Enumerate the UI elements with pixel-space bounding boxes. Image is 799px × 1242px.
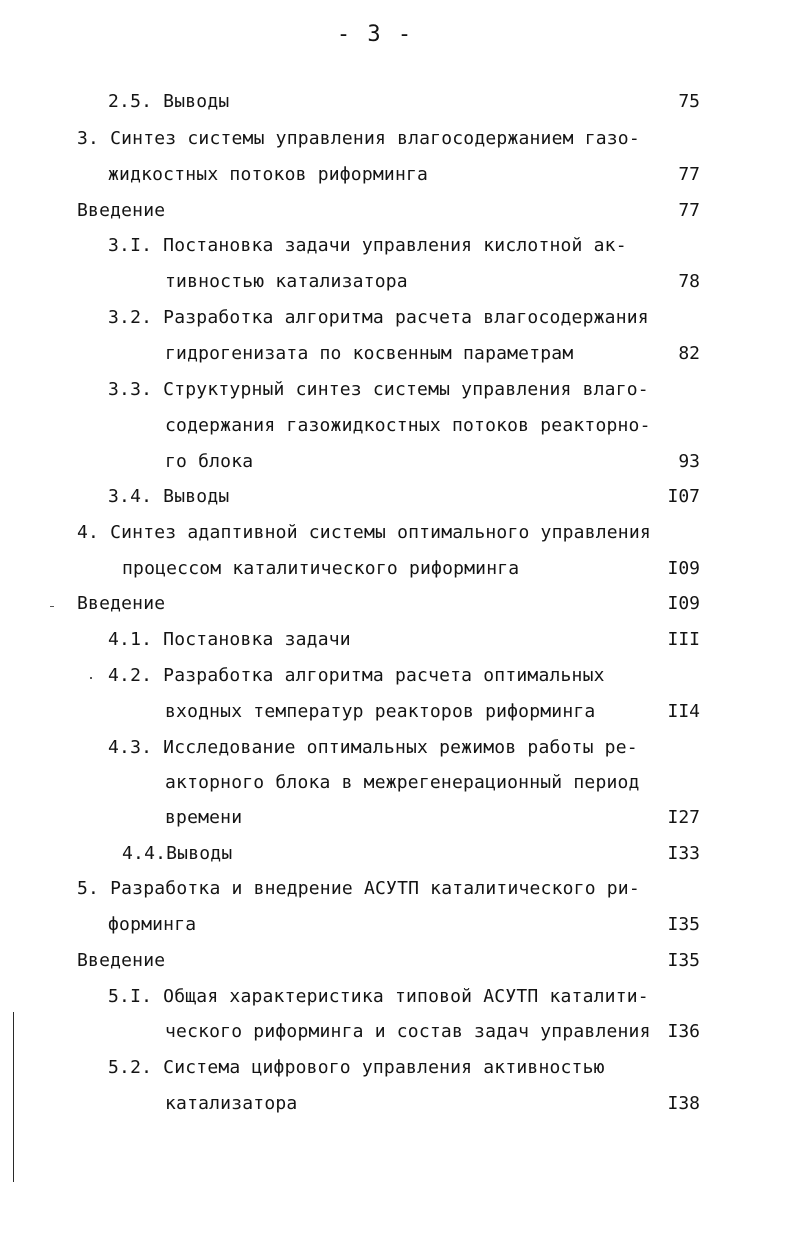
toc-entry-page: III [667, 629, 700, 650]
toc-entry-page: I35 [667, 914, 700, 935]
toc-entry-title: 4.4.Выводы [122, 843, 233, 864]
toc-entry-title: Введение [77, 593, 166, 614]
toc-entry-title: 4.3. Исследование оптимальных режимов работы ре- [108, 737, 638, 758]
toc-entry-title: Введение [77, 950, 166, 971]
toc-entry-title: 5.2. Система цифрового управления активностью [108, 1057, 605, 1078]
toc-entry-title: 5.I. Общая характеристика типовой АСУТП каталити- [108, 986, 649, 1007]
margin-tick-mark [50, 606, 54, 607]
page-number: - 3 - [336, 22, 414, 47]
toc-entry-page: I27 [667, 807, 700, 828]
toc-entry-page: II4 [667, 701, 700, 722]
margin-rule-line [13, 1012, 14, 1182]
toc-entry-page: I38 [667, 1093, 700, 1114]
toc-entry-title-continued: ческого риформинга и состав задач управления [165, 1021, 651, 1042]
toc-entry-title: 4. Синтез адаптивной системы оптимального управления [77, 522, 651, 543]
toc-entry-title-continued: гидрогенизата по косвенным параметрам [165, 343, 574, 364]
toc-entry-title-continued: жидкостных потоков риформинга [108, 164, 429, 185]
toc-entry-page: I09 [667, 593, 700, 614]
toc-entry-title: 3.4. Выводы [108, 486, 230, 507]
toc-entry-title: 3.I. Постановка задачи управления кислотной ак- [108, 235, 627, 256]
toc-entry-title: 5. Разработка и внедрение АСУТП каталитического ри- [77, 878, 640, 899]
toc-entry-title: 3.3. Структурный синтез системы управления влаго- [108, 379, 649, 400]
toc-entry-page: 77 [678, 164, 700, 185]
toc-entry-title: Введение [77, 200, 166, 221]
toc-entry-page: I09 [667, 558, 700, 579]
toc-entry-title-continued: катализатора [165, 1093, 298, 1114]
toc-entry-title-continued: времени [165, 807, 243, 828]
toc-entry-title: 3. Синтез системы управления влагосодержанием газо- [77, 128, 640, 149]
toc-entry-page: 77 [678, 200, 700, 221]
toc-entry-page: I07 [667, 486, 700, 507]
toc-entry-page: I36 [667, 1021, 700, 1042]
toc-entry-title: 3.2. Разработка алгоритма расчета влагосодержания [108, 307, 649, 328]
toc-entry-page: 75 [678, 91, 700, 112]
toc-entry-title-continued: форминга [108, 914, 197, 935]
toc-entry-title: 4.2. Разработка алгоритма расчета оптимальных [108, 665, 605, 686]
toc-entry-title-continued: го блока [165, 451, 254, 472]
toc-entry-title-continued: тивностью катализатора [165, 271, 408, 292]
toc-entry-title-continued: входных температур реакторов риформинга [165, 701, 596, 722]
toc-entry-page: 78 [678, 271, 700, 292]
toc-entry-page: 93 [678, 451, 700, 472]
toc-entry-title-continued: акторного блока в межрегенерационный период [165, 772, 640, 793]
toc-entry-title-continued: процессом каталитического риформинга [122, 558, 520, 579]
toc-entry-page: 82 [678, 343, 700, 364]
toc-entry-title: 4.1. Постановка задачи [108, 629, 351, 650]
toc-entry-page: I33 [667, 843, 700, 864]
margin-dot-mark [90, 677, 92, 679]
toc-entry-page: I35 [667, 950, 700, 971]
toc-entry-title-continued: содержания газожидкостных потоков реакторно- [165, 415, 651, 436]
toc-entry-title: 2.5. Выводы [108, 91, 230, 112]
